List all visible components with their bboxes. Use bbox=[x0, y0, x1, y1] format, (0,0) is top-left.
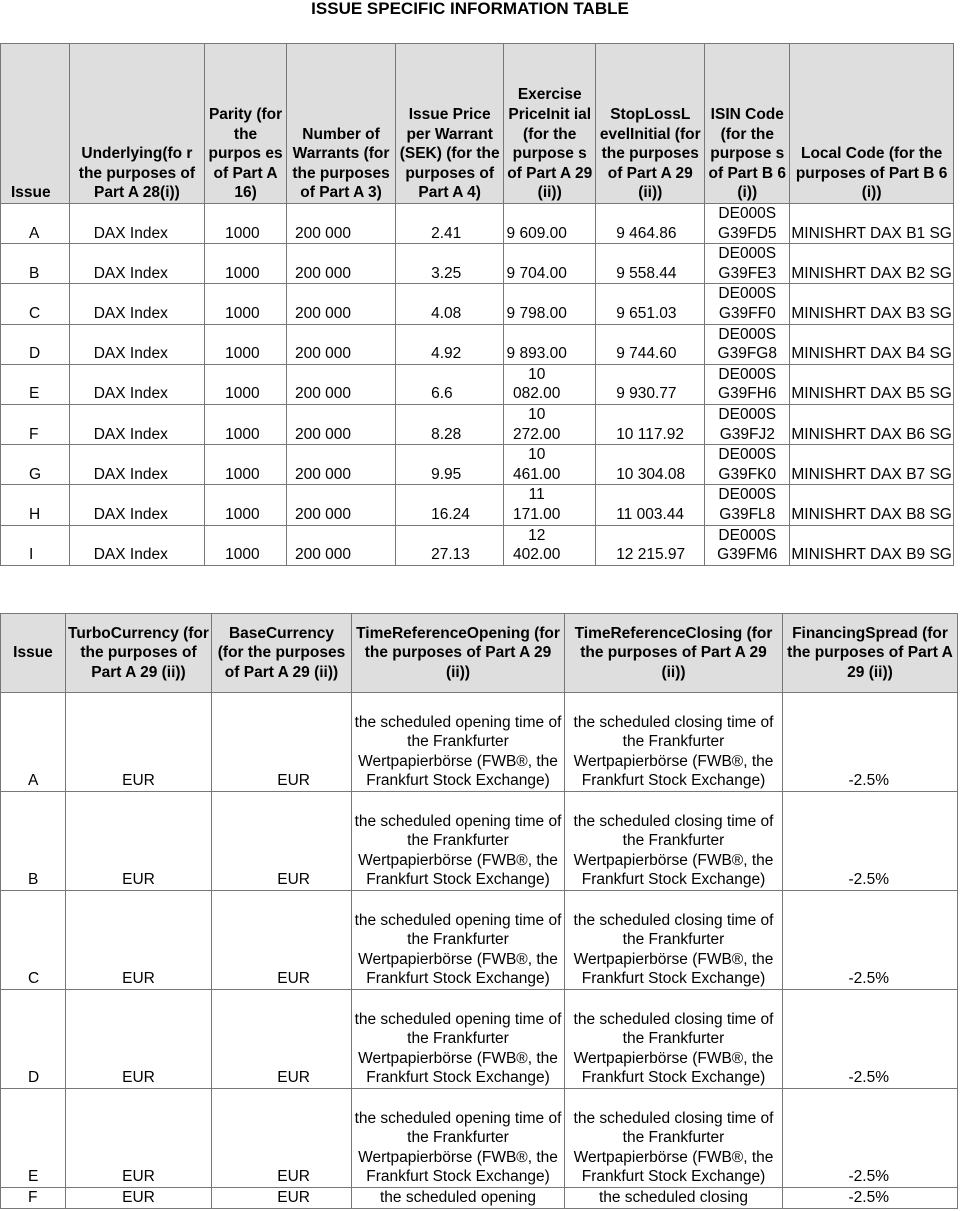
col-header-base-currency: BaseCurrency (for the purposes of Part A 29 (ii)) bbox=[212, 614, 352, 693]
cell-number-of-warrants: 200 000 bbox=[286, 404, 395, 444]
cell-financing-spread: -2.5% bbox=[783, 1089, 958, 1188]
cell-exercise-price: 9 893.00 bbox=[504, 324, 596, 364]
cell-underlying: DAX Index bbox=[69, 284, 204, 324]
table-row bbox=[1, 792, 958, 891]
cell-stop-loss: 10 304.08 bbox=[596, 445, 705, 485]
table-row bbox=[1, 1089, 958, 1188]
cell-number-of-warrants: 200 000 bbox=[286, 364, 395, 404]
cell-issue: H bbox=[1, 485, 70, 525]
cell-base-currency: EUR bbox=[212, 990, 352, 1089]
cell-underlying: DAX Index bbox=[69, 525, 204, 565]
cell-stop-loss: 9 558.44 bbox=[596, 244, 705, 284]
table-row bbox=[1, 244, 954, 284]
cell-time-ref-opening: the scheduled opening time of the Frankfurter Wertpapierbörse (FWB®, the Frankfurt Stock Exchange) bbox=[352, 1089, 565, 1188]
cell-local-code: MINISHRT DAX B8 SG bbox=[790, 485, 954, 525]
table-row bbox=[1, 485, 954, 525]
cell-time-ref-closing: the scheduled closing time of the Frankfurter Wertpapierbörse (FWB®, the Frankfurt Stock Exchange) bbox=[565, 891, 783, 990]
cell-financing-spread: -2.5% bbox=[783, 693, 958, 792]
cell-stop-loss: 12 215.97 bbox=[596, 525, 705, 565]
cell-turbo-currency: EUR bbox=[66, 792, 212, 891]
cell-parity: 1000 bbox=[205, 284, 287, 324]
cell-issue-price: 16.24 bbox=[396, 485, 504, 525]
table-header-row bbox=[1, 44, 954, 204]
cell-turbo-currency: EUR bbox=[66, 1188, 212, 1209]
col-header-parity: Parity (for the purpos es of Part A 16) bbox=[205, 44, 287, 204]
cell-issue-price: 2.41 bbox=[396, 204, 504, 244]
cell-local-code: MINISHRT DAX B7 SG bbox=[790, 445, 954, 485]
col-header-time-ref-opening: TimeReferenceOpening (for the purposes of Part A 29 (ii)) bbox=[352, 614, 565, 693]
cell-underlying: DAX Index bbox=[69, 404, 204, 444]
cell-isin: DE000S G39FK0 bbox=[705, 445, 790, 485]
cell-turbo-currency: EUR bbox=[66, 990, 212, 1089]
cell-local-code: MINISHRT DAX B1 SG bbox=[790, 204, 954, 244]
cell-isin: DE000S G39FD5 bbox=[705, 204, 790, 244]
cell-local-code: MINISHRT DAX B3 SG bbox=[790, 284, 954, 324]
issue-info-table bbox=[0, 43, 954, 566]
cell-issue-price: 27.13 bbox=[396, 525, 504, 565]
cell-number-of-warrants: 200 000 bbox=[286, 485, 395, 525]
table-row bbox=[1, 445, 954, 485]
table-row bbox=[1, 525, 954, 565]
cell-time-ref-opening: the scheduled opening time of the Frankfurter Wertpapierbörse (FWB®, the Frankfurt Stock Exchange) bbox=[352, 693, 565, 792]
cell-stop-loss: 9 651.03 bbox=[596, 284, 705, 324]
cell-parity: 1000 bbox=[205, 485, 287, 525]
table-row bbox=[1, 404, 954, 444]
cell-parity: 1000 bbox=[205, 525, 287, 565]
cell-isin: DE000S G39FJ2 bbox=[705, 404, 790, 444]
page-title: ISSUE SPECIFIC INFORMATION TABLE bbox=[311, 0, 629, 18]
cell-underlying: DAX Index bbox=[69, 324, 204, 364]
cell-issue: F bbox=[1, 404, 70, 444]
cell-issue-price: 4.08 bbox=[396, 284, 504, 324]
cell-parity: 1000 bbox=[205, 364, 287, 404]
cell-turbo-currency: EUR bbox=[66, 1089, 212, 1188]
cell-base-currency: EUR bbox=[212, 792, 352, 891]
table-row bbox=[1, 284, 954, 324]
cell-local-code: MINISHRT DAX B2 SG bbox=[790, 244, 954, 284]
col-header-turbo-currency: TurboCurrency (for the purposes of Part A 29 (ii)) bbox=[66, 614, 212, 693]
cell-number-of-warrants: 200 000 bbox=[286, 284, 395, 324]
cell-time-ref-closing: the scheduled closing time of the Frankfurter Wertpapierbörse (FWB®, the Frankfurt Stock Exchange) bbox=[565, 1089, 783, 1188]
cell-isin: DE000S G39FL8 bbox=[705, 485, 790, 525]
cell-isin: DE000S G39FG8 bbox=[705, 324, 790, 364]
table-header-row bbox=[1, 614, 958, 693]
cell-issue-price: 9.95 bbox=[396, 445, 504, 485]
cell-issue-price: 3.25 bbox=[396, 244, 504, 284]
cell-parity: 1000 bbox=[205, 404, 287, 444]
col-header-stop-loss: StopLossL evelInitial (for the purposes of Part A 29 (ii)) bbox=[596, 44, 705, 204]
cell-financing-spread: -2.5% bbox=[783, 891, 958, 990]
cell-stop-loss: 9 464.86 bbox=[596, 204, 705, 244]
cell-base-currency: EUR bbox=[212, 1089, 352, 1188]
cell-parity: 1000 bbox=[205, 324, 287, 364]
cell-isin: DE000S G39FE3 bbox=[705, 244, 790, 284]
cell-issue: I bbox=[1, 525, 70, 565]
cell-financing-spread: -2.5% bbox=[783, 1188, 958, 1209]
cell-number-of-warrants: 200 000 bbox=[286, 525, 395, 565]
col-header-issue: Issue bbox=[1, 614, 66, 693]
cell-time-ref-opening: the scheduled opening bbox=[352, 1188, 565, 1209]
cell-time-ref-closing: the scheduled closing time of the Frankfurter Wertpapierbörse (FWB®, the Frankfurt Stock Exchange) bbox=[565, 990, 783, 1089]
table-row bbox=[1, 324, 954, 364]
cell-underlying: DAX Index bbox=[69, 244, 204, 284]
col-header-issue-price: Issue Price per Warrant (SEK) (for the purposes of Part A 4) bbox=[396, 44, 504, 204]
col-header-number-of-warrants: Number of Warrants (for the purposes of Part A 3) bbox=[286, 44, 395, 204]
cell-number-of-warrants: 200 000 bbox=[286, 324, 395, 364]
cell-exercise-price: 9 609.00 bbox=[504, 204, 596, 244]
cell-exercise-price: 9 704.00 bbox=[504, 244, 596, 284]
cell-issue: D bbox=[1, 990, 66, 1089]
cell-time-ref-opening: the scheduled opening time of the Frankfurter Wertpapierbörse (FWB®, the Frankfurt Stock Exchange) bbox=[352, 792, 565, 891]
cell-financing-spread: -2.5% bbox=[783, 792, 958, 891]
table-row bbox=[1, 1188, 958, 1209]
table-row bbox=[1, 204, 954, 244]
cell-parity: 1000 bbox=[205, 204, 287, 244]
cell-financing-spread: -2.5% bbox=[783, 990, 958, 1089]
cell-turbo-currency: EUR bbox=[66, 693, 212, 792]
cell-base-currency: EUR bbox=[212, 1188, 352, 1209]
col-header-underlying: Underlying(fo r the purposes of Part A 28(i)) bbox=[69, 44, 204, 204]
col-header-issue: Issue bbox=[1, 44, 70, 204]
cell-underlying: DAX Index bbox=[69, 204, 204, 244]
cell-local-code: MINISHRT DAX B6 SG bbox=[790, 404, 954, 444]
cell-issue: C bbox=[1, 891, 66, 990]
currency-info-table bbox=[0, 613, 958, 1209]
cell-issue: B bbox=[1, 792, 66, 891]
cell-issue: A bbox=[1, 693, 66, 792]
cell-issue: C bbox=[1, 284, 70, 324]
table-row bbox=[1, 891, 958, 990]
cell-exercise-price: 10 461.00 bbox=[504, 445, 596, 485]
col-header-time-ref-closing: TimeReferenceClosing (for the purposes of Part A 29 (ii)) bbox=[565, 614, 783, 693]
cell-issue-price: 8.28 bbox=[396, 404, 504, 444]
table-row bbox=[1, 364, 954, 404]
cell-parity: 1000 bbox=[205, 244, 287, 284]
col-header-isin: ISIN Code (for the purpose s of Part B 6 (i)) bbox=[705, 44, 790, 204]
cell-parity: 1000 bbox=[205, 445, 287, 485]
cell-issue: E bbox=[1, 1089, 66, 1188]
cell-stop-loss: 10 117.92 bbox=[596, 404, 705, 444]
cell-exercise-price: 11 171.00 bbox=[504, 485, 596, 525]
cell-underlying: DAX Index bbox=[69, 445, 204, 485]
cell-exercise-price: 9 798.00 bbox=[504, 284, 596, 324]
cell-issue: B bbox=[1, 244, 70, 284]
cell-stop-loss: 9 930.77 bbox=[596, 364, 705, 404]
cell-isin: DE000S G39FM6 bbox=[705, 525, 790, 565]
cell-issue: F bbox=[1, 1188, 66, 1209]
cell-time-ref-closing: the scheduled closing time of the Frankfurter Wertpapierbörse (FWB®, the Frankfurt Stock Exchange) bbox=[565, 792, 783, 891]
cell-number-of-warrants: 200 000 bbox=[286, 204, 395, 244]
cell-exercise-price: 10 272.00 bbox=[504, 404, 596, 444]
cell-isin: DE000S G39FF0 bbox=[705, 284, 790, 324]
cell-underlying: DAX Index bbox=[69, 364, 204, 404]
col-header-financing-spread: FinancingSpread (for the purposes of Part A 29 (ii)) bbox=[783, 614, 958, 693]
cell-local-code: MINISHRT DAX B4 SG bbox=[790, 324, 954, 364]
cell-issue: D bbox=[1, 324, 70, 364]
cell-issue: E bbox=[1, 364, 70, 404]
col-header-local-code: Local Code (for the purposes of Part B 6 (i)) bbox=[790, 44, 954, 204]
cell-issue: G bbox=[1, 445, 70, 485]
table-row bbox=[1, 693, 958, 792]
cell-exercise-price: 10 082.00 bbox=[504, 364, 596, 404]
cell-local-code: MINISHRT DAX B5 SG bbox=[790, 364, 954, 404]
cell-isin: DE000S G39FH6 bbox=[705, 364, 790, 404]
cell-time-ref-closing: the scheduled closing time of the Frankfurter Wertpapierbörse (FWB®, the Frankfurt Stock Exchange) bbox=[565, 693, 783, 792]
col-header-exercise-price: Exercise PriceInit ial (for the purpose s of Part A 29 (ii)) bbox=[504, 44, 596, 204]
table-row bbox=[1, 990, 958, 1089]
cell-exercise-price: 12 402.00 bbox=[504, 525, 596, 565]
cell-stop-loss: 11 003.44 bbox=[596, 485, 705, 525]
cell-issue-price: 6.6 bbox=[396, 364, 504, 404]
cell-issue: A bbox=[1, 204, 70, 244]
cell-base-currency: EUR bbox=[212, 693, 352, 792]
cell-local-code: MINISHRT DAX B9 SG bbox=[790, 525, 954, 565]
cell-issue-price: 4.92 bbox=[396, 324, 504, 364]
cell-time-ref-closing: the scheduled closing bbox=[565, 1188, 783, 1209]
cell-time-ref-opening: the scheduled opening time of the Frankfurter Wertpapierbörse (FWB®, the Frankfurt Stock Exchange) bbox=[352, 990, 565, 1089]
cell-time-ref-opening: the scheduled opening time of the Frankfurter Wertpapierbörse (FWB®, the Frankfurt Stock Exchange) bbox=[352, 891, 565, 990]
cell-underlying: DAX Index bbox=[69, 485, 204, 525]
cell-number-of-warrants: 200 000 bbox=[286, 445, 395, 485]
cell-turbo-currency: EUR bbox=[66, 891, 212, 990]
cell-number-of-warrants: 200 000 bbox=[286, 244, 395, 284]
cell-stop-loss: 9 744.60 bbox=[596, 324, 705, 364]
cell-base-currency: EUR bbox=[212, 891, 352, 990]
